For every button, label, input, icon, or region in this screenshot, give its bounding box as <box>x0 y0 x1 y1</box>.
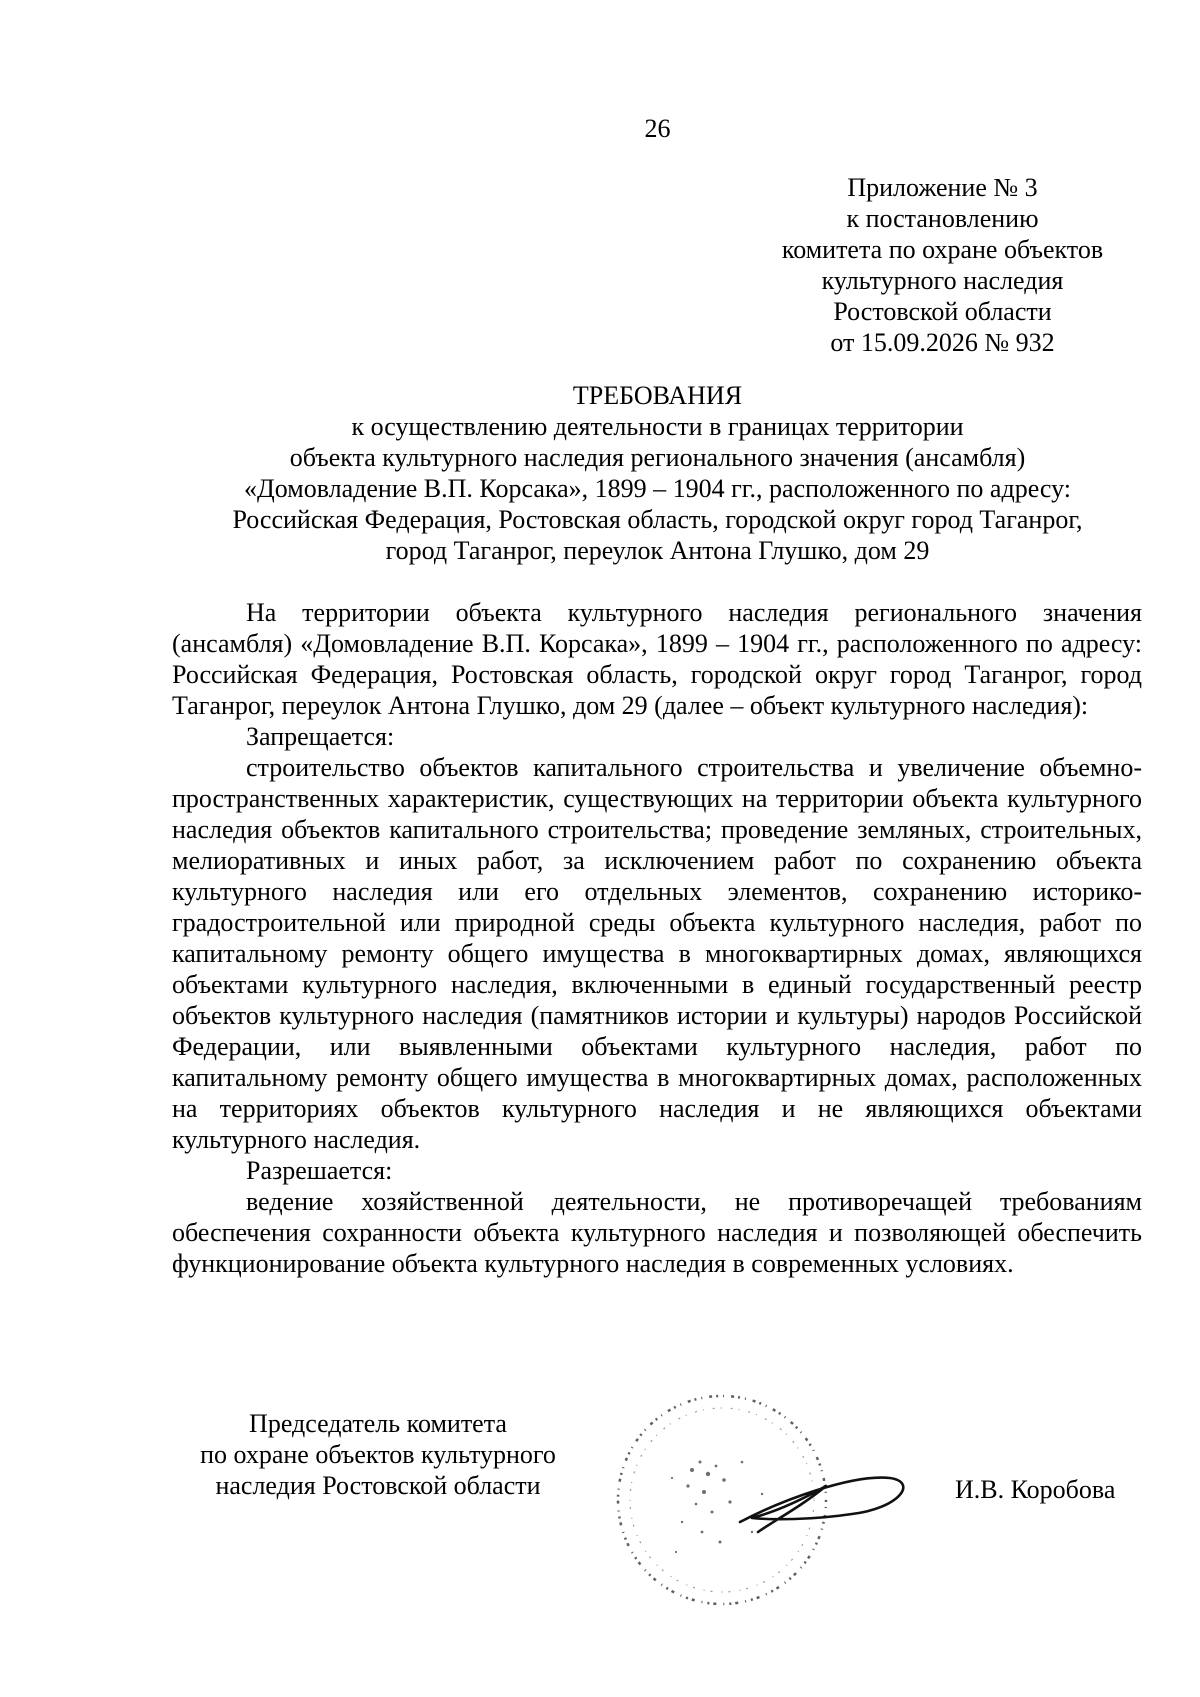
stamp-emblem <box>671 1461 763 1554</box>
document-body <box>172 597 1142 1279</box>
official-stamp-with-signature <box>612 1382 932 1622</box>
position-line: наследия Ростовской области <box>215 1471 541 1500</box>
appendix-line: комитета по охране объектов <box>781 235 1104 264</box>
appendix-line: от 15.09.2026 № 932 <box>830 328 1055 357</box>
stamp-circle <box>618 1396 826 1604</box>
intro-paragraph: На территории объекта культурного наследия регионального значения (ансамбля) «Домовладение В.П. Корсака», 1899 – 1904 гг., расположенного по адресу: Российская Федерация, Ростовская область, городской округ город Таганрог, город Таганрог, переулок Антона Глушко, дом 29 (далее – объект культурного наследия): <box>172 598 1142 720</box>
appendix-line: Ростовской области <box>833 297 1052 326</box>
prohibited-paragraph: строительство объектов капитального строительства и увеличение объемно-пространственных характеристик, существующих на территории объекта культурного наследия объектов капитального строительства; проведение земляных, строительных, мелиоративных и иных работ, за исключением работ по сохранению объекта культурного наследия или его отдельных элементов, сохранению историко-градостроительной или природной среды объекта культурного наследия, работ по капитальному ремонту общего имущества в многоквартирных домах, являющихся объектами культурного наследия, включенными в единый государственный реестр объектов культурного наследия (памятников истории и культуры) народов Российской Федерации, или выявленными объектами культурного наследия, работ по капитальному ремонту общего имущества в многоквартирных домах, расположенных на территориях объектов культурного наследия и не являющихся объектами культурного наследия. <box>172 753 1142 1154</box>
document-title <box>170 380 1145 566</box>
permitted-paragraph: ведение хозяйственной деятельности, не противоречащей требованиям обеспечения сохранности объекта культурного наследия и позволяющей обеспечить функционирование объекта культурного наследия в современных условиях. <box>172 1187 1142 1278</box>
position-line: по охране объектов культурного <box>200 1440 556 1469</box>
position-line: Председатель комитета <box>249 1409 507 1438</box>
appendix-line: культурного наследия <box>821 266 1064 295</box>
signature-scrawl <box>740 1478 903 1532</box>
appendix-line: к постановлению <box>846 204 1039 233</box>
title-line: Российская Федерация, Ростовская область, городской округ город Таганрог, <box>232 505 1083 534</box>
appendix-header <box>640 172 1200 358</box>
title-line: к осуществлению деятельности в границах территории <box>351 412 964 441</box>
appendix-line: Приложение № 3 <box>847 173 1038 202</box>
title-line: объекта культурного наследия регионального значения (ансамбля) <box>289 443 1026 472</box>
title-line: «Домовладение В.П. Корсака», 1899 – 1904 гг., расположенного по адресу: <box>244 474 1071 503</box>
title-heading: ТРЕБОВАНИЯ <box>572 381 743 410</box>
prohibited-heading: Запрещается: <box>246 722 395 751</box>
signature-position <box>168 1408 588 1501</box>
signer-name: И.В. Коробова <box>955 1475 1116 1504</box>
permitted-heading: Разрешается: <box>246 1156 393 1185</box>
page-number: 26 <box>644 114 671 143</box>
title-line: город Таганрог, переулок Антона Глушко, дом 29 <box>385 536 930 565</box>
